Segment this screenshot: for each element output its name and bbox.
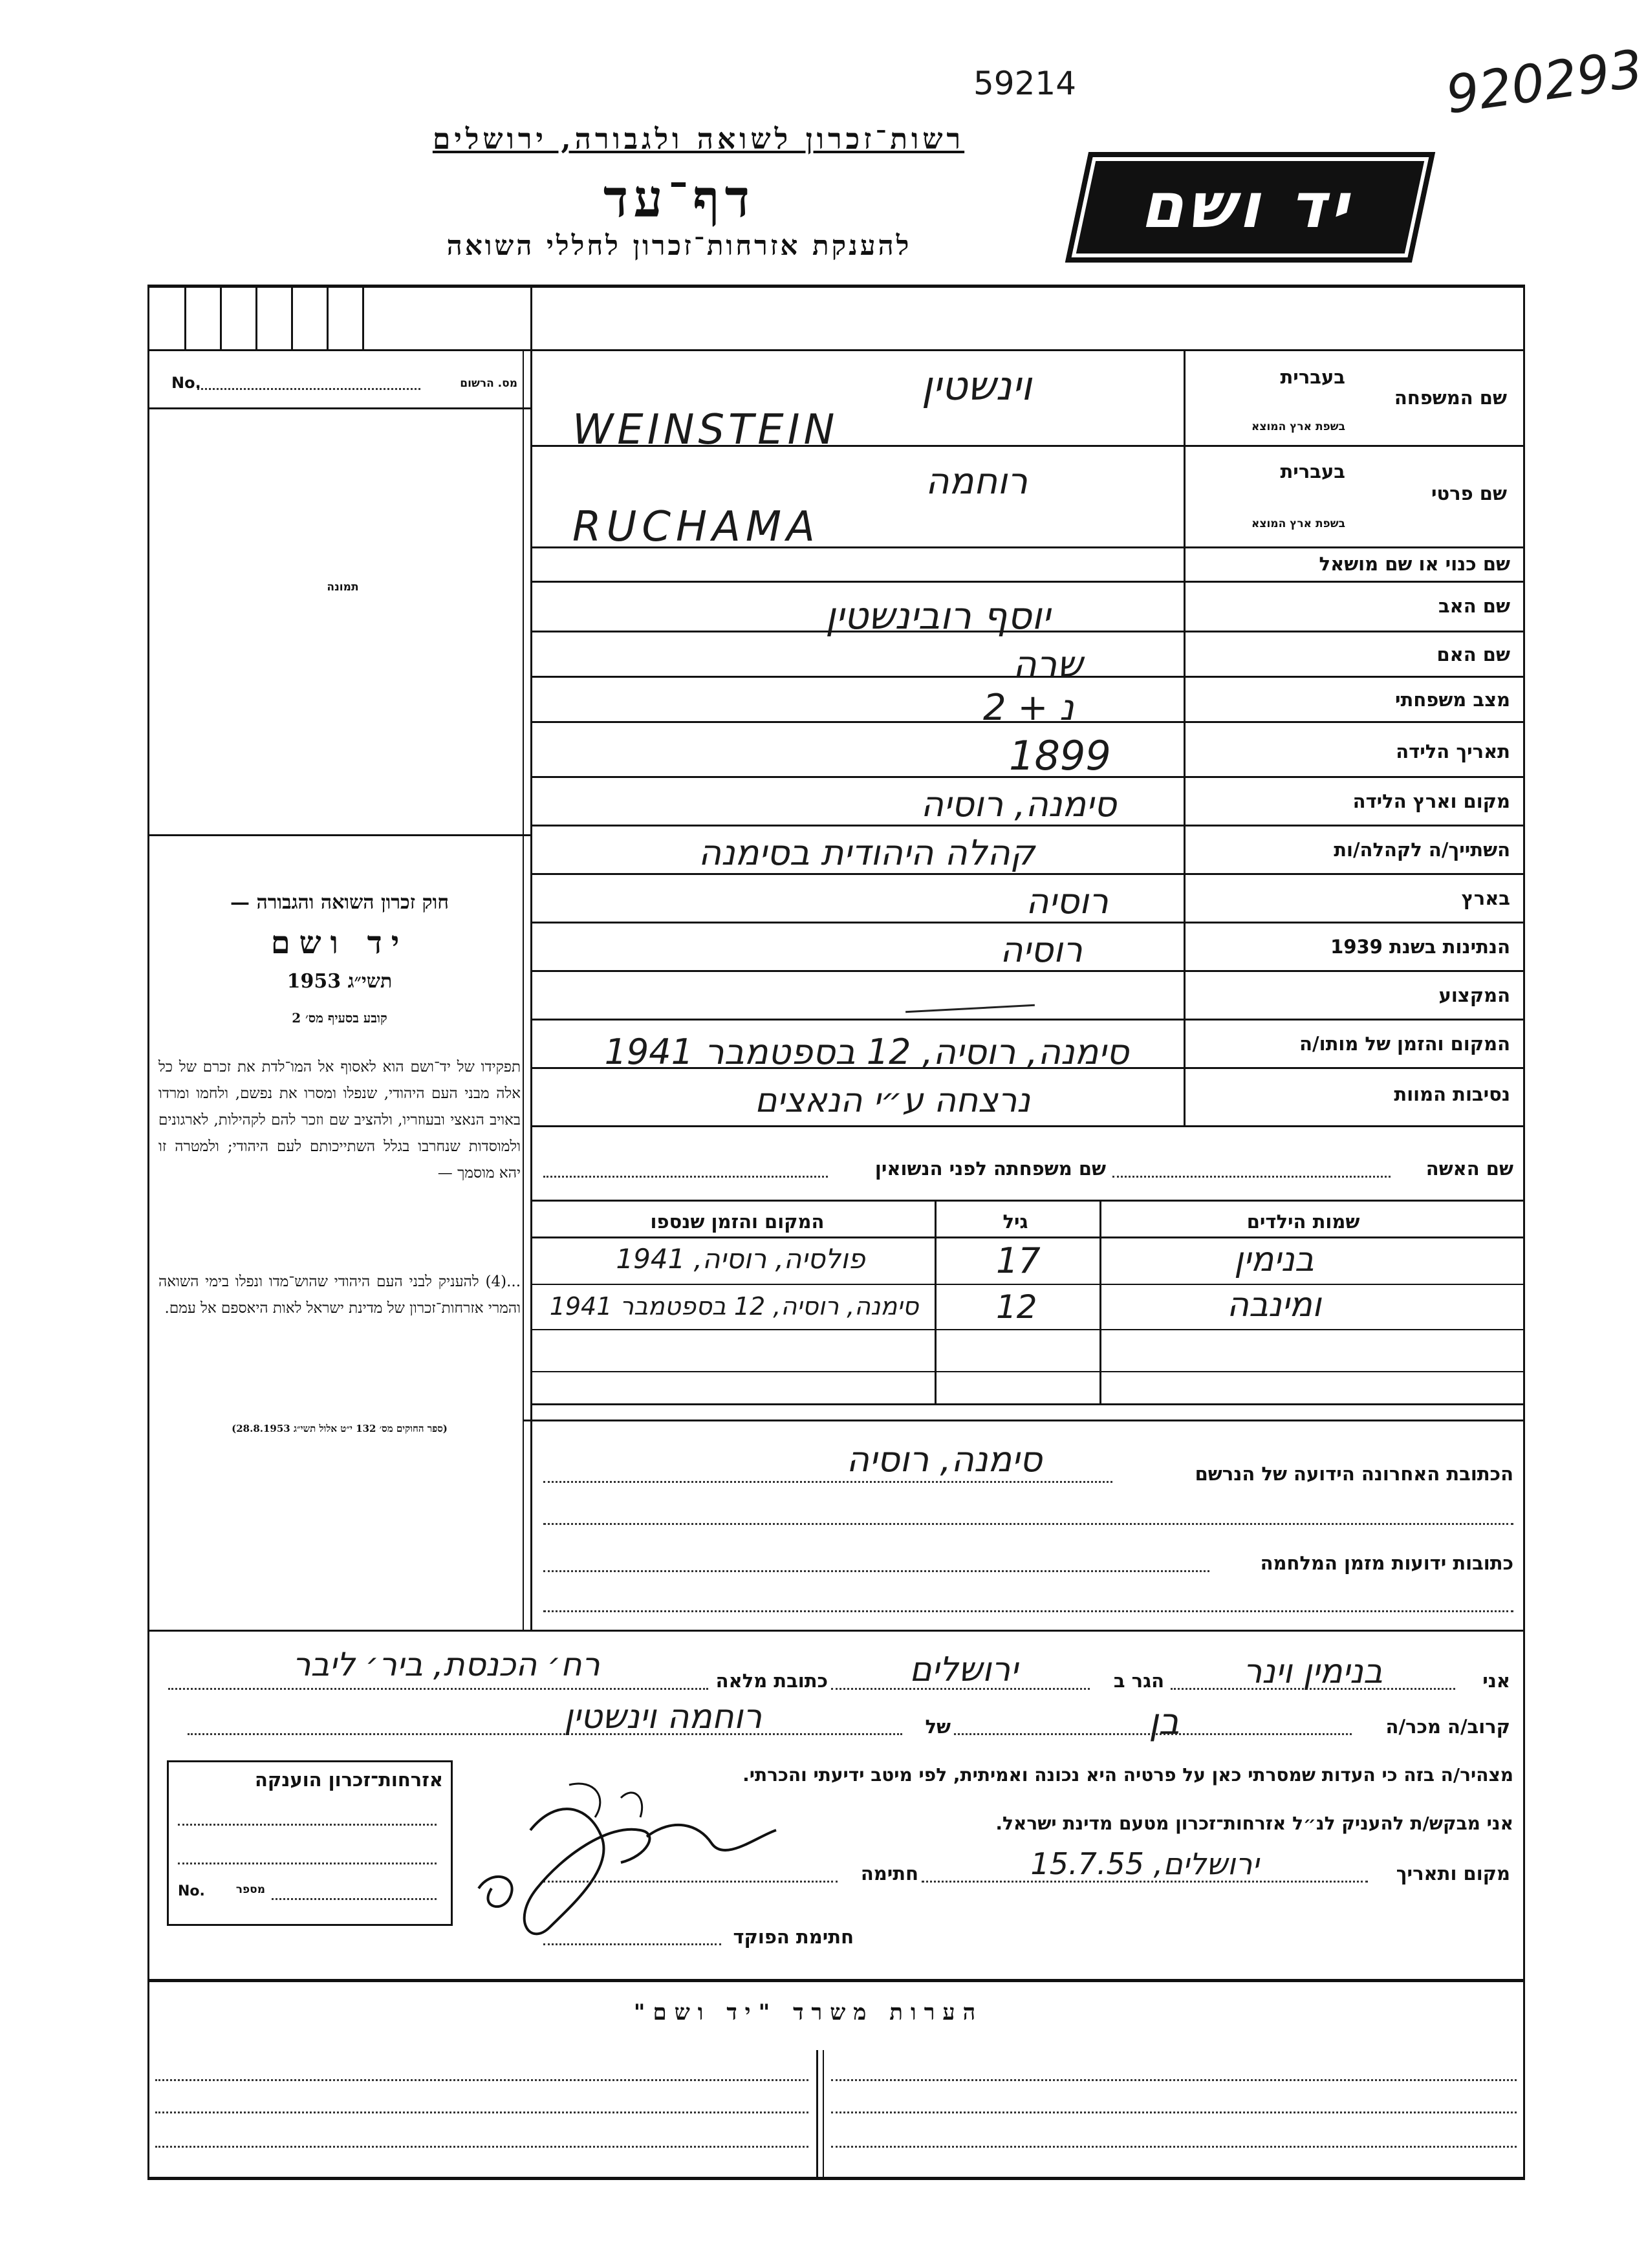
photo-label: תמונה xyxy=(327,581,359,594)
row-line xyxy=(530,873,1523,875)
wife-maiden-line xyxy=(543,1176,828,1178)
of-label: של xyxy=(925,1716,951,1738)
declarant-i-label: אני xyxy=(1482,1670,1510,1692)
law-year: תשי״ג 1953 xyxy=(287,970,393,993)
address-extra-line xyxy=(543,1523,1513,1525)
reg-no-line xyxy=(197,388,420,390)
relation-label: קרוב/ה מכר/ה xyxy=(1385,1716,1510,1738)
frame-right xyxy=(1523,285,1525,2179)
citizenship-box-no-line xyxy=(272,1898,437,1900)
row-line xyxy=(530,581,1523,583)
city-value: ירושלים xyxy=(909,1650,1018,1689)
community-label: השתייך/ה לקהלה/ות xyxy=(1334,839,1510,861)
child-name: בנימין xyxy=(1234,1240,1314,1279)
law-title: חוק זכרון השואה והגבורה — xyxy=(230,891,449,914)
birthplace-value: סימנה, רוסיה xyxy=(920,784,1117,825)
reg-no-en: No. xyxy=(171,374,201,392)
form-subtitle: להענקת אזרחות־זכרון לחללי השואה xyxy=(446,230,912,261)
address-line xyxy=(168,1688,708,1690)
death-place-label: המקום והזמן של מותו/ה xyxy=(1299,1033,1510,1055)
office-line xyxy=(831,2146,1517,2148)
child-age: 12 xyxy=(996,1288,1037,1326)
children-col-divider xyxy=(1099,1200,1101,1403)
children-row-line xyxy=(530,1284,1523,1285)
firstname-english-value: RUCHAMA xyxy=(572,503,820,551)
wife-line xyxy=(1112,1176,1391,1178)
left-top-cells-bottom xyxy=(147,349,1525,351)
logo-text: יד ושם xyxy=(1137,169,1364,242)
supervisor-line xyxy=(543,1943,721,1945)
law-name: יד ושם xyxy=(270,925,409,961)
mother-label: שם האם xyxy=(1436,643,1510,665)
handwritten-signature xyxy=(453,1759,789,1953)
children-row-line xyxy=(530,1329,1523,1330)
surname-origin-label: בשפת ארץ המוצא xyxy=(1251,420,1345,433)
surname-hebrew-label: בעברית xyxy=(1280,366,1345,388)
citizenship-label: הנתינות בשנת 1939 xyxy=(1330,936,1510,958)
frame-left xyxy=(147,285,149,2179)
death-circumstances-value: נרצחה ע״י הנאצים xyxy=(754,1081,1031,1120)
of-name-value: רוחמה וינשטין xyxy=(563,1698,763,1736)
birthdate-label: תאריך הלידה xyxy=(1396,740,1510,762)
statement-1: מצהיר/ה בזה כי העדות שמסרתי כאן על פרטיה היא נכונה ואמיתית, לפי מיטב ידיעתי והכרתי. xyxy=(742,1764,1513,1786)
row-line xyxy=(530,1019,1523,1021)
last-address-value: סימנה, רוסיה xyxy=(846,1439,1043,1480)
firstname-origin-label: בשפת ארץ המוצא xyxy=(1251,517,1345,530)
address-value: רח׳ הכנסת, ביר׳ ליבר xyxy=(292,1646,600,1683)
child-name: ומינבה xyxy=(1227,1286,1321,1324)
birthplace-label: מקום וארץ הלידה xyxy=(1352,790,1510,812)
supervisor-label: חתימת הפוקד xyxy=(733,1926,854,1948)
war-addresses-label: כתובות ידועות מזמן המלחמה xyxy=(1260,1552,1513,1574)
row-line xyxy=(530,1125,1523,1127)
law-clause: קובע בסעיף מס׳ 2 xyxy=(292,1010,387,1026)
office-line xyxy=(155,2079,808,2081)
last-address-line xyxy=(543,1481,1112,1483)
address-label: כתובת מלאה xyxy=(715,1670,828,1692)
mother-value: שרה xyxy=(1013,643,1083,686)
law-body-1: תפקידו של יד־ושם הוא לאסוף אל המו־לדת את זכרם של כל אלה מבני העם היהודי, שנפלו ומסרו את נפשם, ולחמו ומרדו באויב הנאצי ובעוזריו, ולהציב שם וזכר להם לקהילות, לארגונים ולמוסדות שנחרבו בגלל השתייכותם לעם היהודי; ולמטרה זו יהא מוסמך — xyxy=(158,1059,521,1182)
reg-no-bottom xyxy=(147,407,530,409)
archive-number-stamp: 59214 xyxy=(973,65,1077,102)
citizenship-box-title: אזרחות־זכרון הוענקה xyxy=(254,1769,443,1791)
frame-bottom xyxy=(147,2177,1525,2180)
office-section-top xyxy=(147,1979,1525,1982)
children-header-bottom xyxy=(530,1237,1523,1238)
office-line xyxy=(155,2146,808,2148)
resides-label: הגר ב xyxy=(1113,1670,1164,1692)
firstname-hebrew-value: רוחמה xyxy=(925,460,1028,502)
children-age-header: גיל xyxy=(1002,1211,1028,1233)
marital-value: נ + 2 xyxy=(983,687,1074,729)
citizenship-box-no-en: No. xyxy=(178,1883,205,1899)
office-divider-2 xyxy=(823,2050,824,2177)
yad-vashem-logo xyxy=(1065,152,1435,263)
profession-dash xyxy=(905,1004,1035,1013)
children-place-header: המקום והזמן שנספו xyxy=(650,1211,825,1233)
war-address-line-2 xyxy=(543,1610,1513,1612)
wife-maiden-label: שם משפחתה לפני הנשואין xyxy=(874,1158,1106,1180)
country-value: רוסיה xyxy=(1026,881,1109,922)
row-line xyxy=(530,825,1523,826)
children-col-divider xyxy=(935,1200,937,1403)
office-line xyxy=(155,2111,808,2113)
cell-line xyxy=(220,285,222,349)
death-circumstances-label: נסיבות המוות xyxy=(1394,1083,1510,1105)
authority-heading: רשות־זכרון לשואה ולגבורה, ירושלים xyxy=(432,123,965,156)
office-remarks-title: הערות משרד "יד ושם" xyxy=(633,2000,984,2025)
citizenship-value: רוסיה xyxy=(1000,929,1083,970)
address-section-bottom xyxy=(147,1630,1525,1632)
cell-line xyxy=(291,285,293,349)
marital-label: מצב משפחתי xyxy=(1394,689,1510,711)
wife-row-bottom xyxy=(530,1200,1523,1202)
row-line xyxy=(530,922,1523,923)
place-date-label: מקום ותאריך xyxy=(1396,1863,1510,1885)
corner-number-stamp: 920293 xyxy=(1442,38,1646,125)
office-line xyxy=(831,2079,1517,2081)
citizenship-box-line xyxy=(178,1863,437,1864)
child-place: סימנה, רוסיה, 12 בספטמבר 1941 xyxy=(549,1292,919,1321)
nickname-label: שם כנוי או שם מושאל xyxy=(1319,553,1510,575)
address-section-top xyxy=(523,1420,1523,1421)
children-name-header: שמות הילדים xyxy=(1246,1211,1360,1233)
firstname-hebrew-label: בעברית xyxy=(1280,460,1345,482)
label-column-divider xyxy=(1184,349,1186,1125)
cell-line xyxy=(255,285,257,349)
country-label: בארץ xyxy=(1461,887,1510,909)
cell-line xyxy=(327,285,329,349)
surname-english-value: WEINSTEIN xyxy=(572,406,839,454)
community-value: קהלה היהודית בסימנה xyxy=(698,832,1035,873)
row-line xyxy=(530,970,1523,972)
place-date-value: ירושלים, 15.7.55 xyxy=(1030,1846,1259,1881)
photo-bottom xyxy=(147,834,530,836)
war-address-line xyxy=(543,1570,1209,1572)
last-address-label: הכתובת האחרונה הידועה של הנרשם xyxy=(1195,1463,1513,1485)
death-place-value: סימנה, רוסיה, 12 בספטמבר 1941 xyxy=(604,1031,1129,1072)
surname-label: שם המשפחה xyxy=(1394,387,1507,409)
father-label: שם האב xyxy=(1438,595,1510,617)
father-value: יוסף רובינשטין xyxy=(825,594,1050,638)
citizenship-box-line xyxy=(178,1824,437,1826)
wife-label: שם האשה xyxy=(1425,1158,1513,1180)
child-age: 17 xyxy=(996,1240,1041,1281)
statement-2: אני מבקש/ת להעניק לנ״ל אזרחות־זכרון מטעם מדינת ישראל. xyxy=(995,1813,1513,1834)
form-title: דף־עד xyxy=(603,168,755,229)
children-row-line xyxy=(530,1371,1523,1372)
relation-value: בן xyxy=(1149,1701,1180,1743)
frame-top xyxy=(147,285,1525,288)
declarant-name-value: בנימין וינר xyxy=(1242,1652,1383,1691)
cell-line xyxy=(362,285,364,349)
reg-no-label: מס. הרשום xyxy=(460,377,517,390)
birth-year-value: 1899 xyxy=(1009,732,1111,779)
surname-hebrew-value: וינשטין xyxy=(921,362,1032,409)
firstname-label: שם פרטי xyxy=(1431,482,1507,504)
child-place: פולסיה, רוסיה, 1941 xyxy=(616,1243,865,1275)
signature-label: חתימה xyxy=(860,1863,918,1885)
office-line xyxy=(831,2111,1517,2113)
profession-label: המקצוע xyxy=(1438,984,1510,1006)
law-source: (ספר החוקים מס׳ 132 י״ט אלול תשי״ג 28.8.1953) xyxy=(232,1423,448,1434)
cell-line xyxy=(184,285,186,349)
children-table-bottom xyxy=(530,1403,1523,1405)
citizenship-box-no-label: מספר xyxy=(235,1883,265,1896)
office-divider xyxy=(816,2050,818,2177)
left-column-divider xyxy=(530,285,532,1630)
law-body-2: ...(4) להעניק לבני העם היהודי שהוש־מדו ונפלו בימי השואה והמרי אזרחות־זכרון של מדינת ישראל לאות היאספם אל עמם. xyxy=(158,1273,521,1317)
